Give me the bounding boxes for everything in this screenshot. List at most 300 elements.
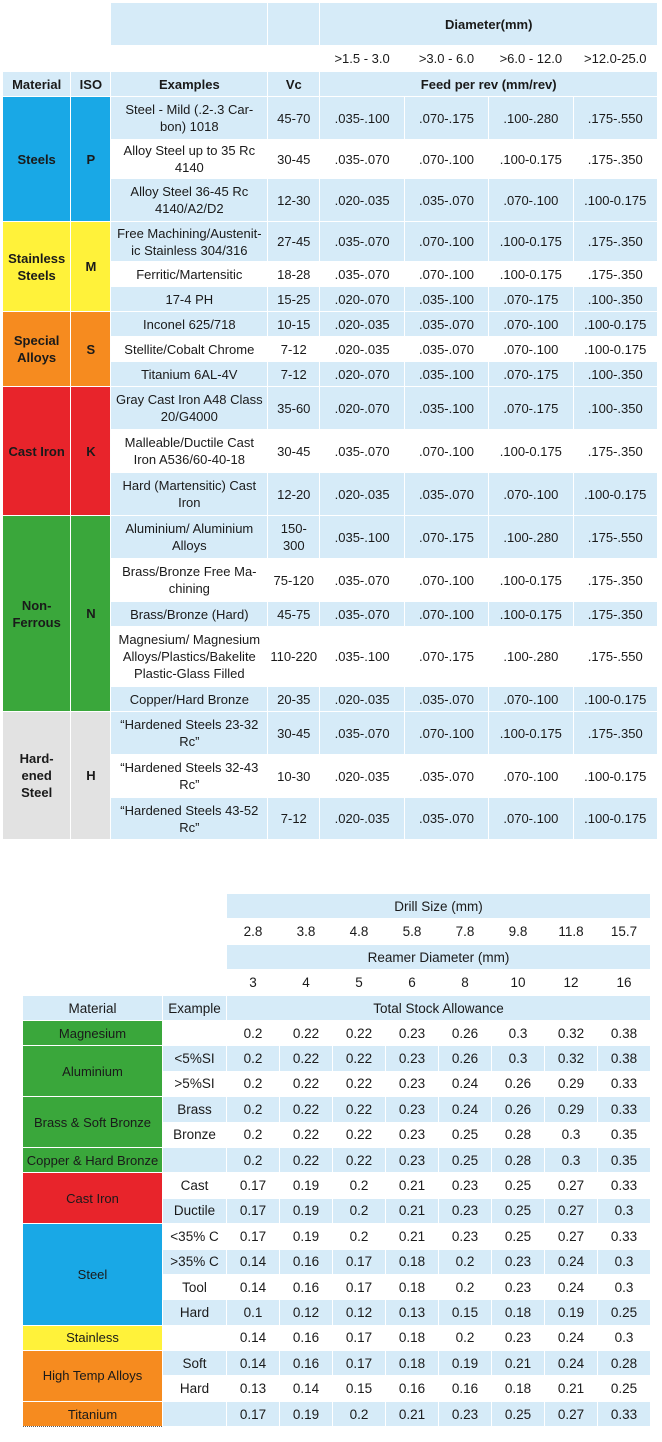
allowance-cell: 0.33: [598, 1401, 651, 1426]
allowance-cell: 0.28: [492, 1147, 545, 1172]
example-cell: Cast: [163, 1173, 227, 1198]
feed-cell: .070-.175: [404, 627, 488, 687]
feed-cell: .035-.070: [404, 312, 488, 337]
allowance-cell: 0.18: [386, 1274, 439, 1299]
range-header: >3.0 - 6.0: [404, 46, 488, 72]
material-cell: Steels: [3, 97, 71, 222]
drill-size-cell: 2.8: [227, 919, 280, 945]
feed-cell: .175-.550: [573, 97, 657, 140]
feed-cell: .100-.280: [489, 627, 573, 687]
allowance-cell: 0.22: [333, 1122, 386, 1147]
feed-cell: .070-.100: [404, 140, 488, 179]
allowance-cell: 0.17: [333, 1351, 386, 1376]
allowance-cell: 0.19: [545, 1300, 598, 1325]
allowance-cell: 0.3: [492, 1046, 545, 1071]
blank-corner: [23, 894, 227, 919]
feed-cell: .100-0.175: [573, 755, 657, 798]
allowance-cell: 0.22: [280, 1147, 333, 1172]
reamer-diameter-cell: 8: [439, 970, 492, 996]
table-row: [23, 1046, 651, 1071]
allowance-cell: 0.25: [492, 1173, 545, 1198]
vc-cell: 20-35: [268, 687, 320, 712]
vc-cell: 12-20: [268, 473, 320, 516]
example-cell: Inconel 625/718: [111, 312, 268, 337]
material-cell: High Temp Alloys: [23, 1351, 163, 1402]
reamer-diameter-cell: 6: [386, 970, 439, 996]
vc-cell: 30-45: [268, 712, 320, 755]
allowance-cell: 0.27: [545, 1224, 598, 1249]
range-header: >12.0-25.0: [573, 46, 657, 72]
example-cell: >35% C: [163, 1249, 227, 1274]
allowance-cell: 0.19: [280, 1198, 333, 1223]
feed-cell: .035-.070: [320, 262, 404, 287]
speeds-feeds-table: [2, 2, 658, 840]
allowance-cell: 0.25: [439, 1147, 492, 1172]
iso-cell: P: [71, 97, 111, 222]
allowance-cell: 0.23: [492, 1325, 545, 1350]
allowance-cell: 0.29: [545, 1097, 598, 1122]
example-cell: Hard (Martensitic) Cast Iron: [111, 473, 268, 516]
allowance-cell: 0.22: [333, 1071, 386, 1096]
examples-header: Examples: [111, 72, 268, 97]
feed-cell: .100-0.175: [489, 430, 573, 473]
feed-cell: .175-.350: [573, 559, 657, 602]
feed-cell: .070-.100: [404, 222, 488, 262]
example-cell: >5%SI: [163, 1071, 227, 1096]
table-row: [23, 1401, 651, 1426]
vc-cell: 45-75: [268, 602, 320, 627]
feed-cell: .100-0.175: [489, 712, 573, 755]
allowance-cell: 0.21: [386, 1173, 439, 1198]
drill-size-cell: 9.8: [492, 919, 545, 945]
allowance-cell: 0.24: [545, 1325, 598, 1350]
vc-cell: 150-300: [268, 516, 320, 559]
vc-cell: 18-28: [268, 262, 320, 287]
feed-cell: .070-.175: [489, 362, 573, 387]
allowance-cell: 0.24: [545, 1249, 598, 1274]
allowance-cell: 0.22: [280, 1071, 333, 1096]
reamer-stock-allowance-table: [22, 893, 651, 1427]
reamer-diameter-cell: 5: [333, 970, 386, 996]
allowance-cell: 0.25: [598, 1300, 651, 1325]
allowance-cell: 0.23: [386, 1021, 439, 1046]
feed-cell: .020-.035: [320, 798, 404, 840]
allowance-cell: 0.23: [386, 1046, 439, 1071]
allowance-cell: 0.12: [280, 1300, 333, 1325]
allowance-cell: 0.16: [386, 1376, 439, 1401]
allowance-cell: 0.27: [545, 1198, 598, 1223]
allowance-cell: 0.17: [333, 1325, 386, 1350]
example-cell: [163, 1401, 227, 1426]
example-cell: Ductile: [163, 1198, 227, 1223]
feed-cell: .100-0.175: [489, 140, 573, 179]
allowance-cell: 0.14: [227, 1274, 280, 1299]
example-cell: <35% C: [163, 1224, 227, 1249]
allowance-cell: 0.26: [439, 1021, 492, 1046]
allowance-cell: 0.32: [545, 1046, 598, 1071]
allowance-cell: 0.23: [439, 1401, 492, 1426]
material-cell: Steel: [23, 1224, 163, 1326]
feed-cell: .035-.100: [320, 627, 404, 687]
feed-cell: .070-.100: [404, 602, 488, 627]
material-cell: Cast Iron: [3, 387, 71, 516]
allowance-cell: 0.21: [386, 1224, 439, 1249]
vc-header: Vc: [268, 72, 320, 97]
allowance-cell: 0.13: [227, 1376, 280, 1401]
feed-cell: .100-0.175: [489, 222, 573, 262]
allowance-cell: 0.2: [439, 1274, 492, 1299]
reamer-diameter-cell: 10: [492, 970, 545, 996]
feed-cell: .035-.070: [320, 712, 404, 755]
table-row: [3, 312, 658, 337]
example-cell: Ferritic/Martensitic: [111, 262, 268, 287]
iso-cell: K: [71, 387, 111, 516]
feed-cell: .020-.070: [320, 287, 404, 312]
table-row: [23, 1097, 651, 1122]
allowance-cell: 0.17: [227, 1173, 280, 1198]
material-cell: Stainless: [23, 1325, 163, 1350]
feed-cell: .100-.280: [489, 97, 573, 140]
allowance-cell: 0.17: [333, 1274, 386, 1299]
allowance-cell: 0.22: [280, 1021, 333, 1046]
example-cell: [163, 1021, 227, 1046]
allowance-cell: 0.38: [598, 1046, 651, 1071]
feed-cell: .070-.175: [489, 287, 573, 312]
feed-cell: .070-.175: [404, 516, 488, 559]
table-row: [3, 712, 658, 755]
feed-cell: .020-.035: [320, 755, 404, 798]
allowance-cell: 0.2: [439, 1249, 492, 1274]
feed-cell: .035-.070: [320, 222, 404, 262]
allowance-cell: 0.32: [545, 1021, 598, 1046]
reamer-diameter-header: Reamer Diameter (mm): [227, 945, 651, 970]
blank-corner: [23, 919, 227, 945]
table-row: [3, 97, 658, 140]
allowance-cell: 0.33: [598, 1173, 651, 1198]
material-cell: Stainless Steels: [3, 222, 71, 312]
feed-cell: .100-0.175: [489, 602, 573, 627]
allowance-cell: 0.16: [439, 1376, 492, 1401]
feed-cell: .070-.100: [489, 687, 573, 712]
feed-cell: .035-.070: [404, 798, 488, 840]
example-cell: <5%SI: [163, 1046, 227, 1071]
allowance-cell: 0.18: [386, 1325, 439, 1350]
allowance-cell: 0.2: [227, 1021, 280, 1046]
example-cell: Alloy Steel 36-45 Rc 4140/A2/D2: [111, 179, 268, 222]
allowance-cell: 0.13: [386, 1300, 439, 1325]
allowance-cell: 0.3: [598, 1198, 651, 1223]
allowance-cell: 0.23: [492, 1249, 545, 1274]
feed-cell: .070-.100: [489, 337, 573, 362]
allowance-cell: 0.28: [598, 1351, 651, 1376]
vc-cell: 30-45: [268, 430, 320, 473]
allowance-cell: 0.23: [439, 1173, 492, 1198]
allowance-cell: 0.2: [227, 1097, 280, 1122]
reamer-diameter-cell: 3: [227, 970, 280, 996]
feed-cell: .035-.070: [320, 430, 404, 473]
iso-cell: N: [71, 516, 111, 712]
allowance-cell: 0.15: [333, 1376, 386, 1401]
iso-header: ISO: [71, 72, 111, 97]
feed-cell: .070-.100: [489, 755, 573, 798]
feed-cell: .070-.100: [489, 312, 573, 337]
vc-cell: 10-15: [268, 312, 320, 337]
allowance-cell: 0.25: [439, 1122, 492, 1147]
feed-cell: .035-.070: [404, 755, 488, 798]
allowance-cell: 0.23: [386, 1147, 439, 1172]
feed-cell: .070-.100: [489, 473, 573, 516]
drill-size-cell: 5.8: [386, 919, 439, 945]
allowance-cell: 0.2: [333, 1198, 386, 1223]
allowance-cell: 0.17: [227, 1198, 280, 1223]
feed-cell: .175-.350: [573, 222, 657, 262]
allowance-cell: 0.21: [386, 1401, 439, 1426]
feed-cell: .175-.350: [573, 140, 657, 179]
vc-cell: 12-30: [268, 179, 320, 222]
allowance-cell: 0.26: [439, 1046, 492, 1071]
allowance-cell: 0.24: [545, 1274, 598, 1299]
iso-cell: S: [71, 312, 111, 387]
feed-cell: .035-.100: [404, 287, 488, 312]
allowance-cell: 0.2: [333, 1224, 386, 1249]
allowance-cell: 0.19: [280, 1224, 333, 1249]
allowance-cell: 0.12: [333, 1300, 386, 1325]
material-header: Material: [3, 72, 71, 97]
allowance-cell: 0.25: [492, 1198, 545, 1223]
example-cell: Steel - Mild (.2-.3 Car-bon) 1018: [111, 97, 268, 140]
feed-cell: .035-.100: [320, 516, 404, 559]
feed-cell: .100-0.175: [573, 179, 657, 222]
example-cell: 17-4 PH: [111, 287, 268, 312]
allowance-cell: 0.3: [598, 1249, 651, 1274]
feed-cell: .070-.100: [404, 559, 488, 602]
feed-cell: .035-.100: [404, 387, 488, 430]
allowance-cell: 0.23: [492, 1274, 545, 1299]
vc-cell: 75-120: [268, 559, 320, 602]
feed-cell: .035-.070: [404, 473, 488, 516]
range-header: >1.5 - 3.0: [320, 46, 404, 72]
feed-cell: .100-.350: [573, 287, 657, 312]
blank-corner: [3, 46, 111, 72]
feed-cell: .100-0.175: [573, 473, 657, 516]
feed-cell: .100-0.175: [489, 559, 573, 602]
allowance-cell: 0.25: [492, 1401, 545, 1426]
allowance-cell: 0.17: [227, 1224, 280, 1249]
feed-cell: .020-.070: [320, 362, 404, 387]
material-cell: Hard-ened Steel: [3, 712, 71, 840]
allowance-cell: 0.19: [439, 1351, 492, 1376]
allowance-cell: 0.25: [492, 1224, 545, 1249]
table-row: [3, 222, 658, 262]
example-cell: Stellite/Cobalt Chrome: [111, 337, 268, 362]
example-cell: [163, 1147, 227, 1172]
allowance-cell: 0.22: [333, 1097, 386, 1122]
drill-size-cell: 15.7: [598, 919, 651, 945]
vc-cell: 7-12: [268, 798, 320, 840]
allowance-cell: 0.2: [227, 1046, 280, 1071]
allowance-cell: 0.25: [598, 1376, 651, 1401]
material-cell: Copper & Hard Bronze: [23, 1147, 163, 1172]
material-cell: Aluminium: [23, 1046, 163, 1097]
allowance-cell: 0.28: [492, 1122, 545, 1147]
allowance-cell: 0.23: [386, 1122, 439, 1147]
material-cell: Magnesium: [23, 1021, 163, 1046]
allowance-cell: 0.29: [545, 1071, 598, 1096]
feed-cell: .035-.070: [320, 559, 404, 602]
example-cell: Copper/Hard Bronze: [111, 687, 268, 712]
example-cell: Brass: [163, 1097, 227, 1122]
reamer-diameter-cell: 12: [545, 970, 598, 996]
allowance-cell: 0.3: [598, 1325, 651, 1350]
blank-header-cell: [268, 3, 320, 46]
allowance-cell: 0.3: [545, 1122, 598, 1147]
allowance-cell: 0.17: [333, 1249, 386, 1274]
material-cell: Special Alloys: [3, 312, 71, 387]
feed-cell: .070-.175: [404, 97, 488, 140]
feed-cell: .100-0.175: [573, 798, 657, 840]
example-cell: Hard: [163, 1300, 227, 1325]
feed-cell: .070-.100: [489, 798, 573, 840]
example-cell: “Hardened Steels 23-32 Rc”: [111, 712, 268, 755]
allowance-cell: 0.3: [492, 1021, 545, 1046]
allowance-cell: 0.3: [598, 1274, 651, 1299]
table-row: [23, 1224, 651, 1249]
table-row: [23, 1325, 651, 1350]
blank-corner: [23, 945, 227, 970]
vc-cell: 7-12: [268, 337, 320, 362]
feed-cell: .020-.035: [320, 473, 404, 516]
blank-cell: [268, 46, 320, 72]
feed-cell: .020-.035: [320, 337, 404, 362]
table-row: [23, 1351, 651, 1376]
allowance-cell: 0.18: [386, 1249, 439, 1274]
feed-cell: .070-.100: [489, 179, 573, 222]
feed-cell: .175-.550: [573, 627, 657, 687]
table-row: [23, 1147, 651, 1172]
vc-cell: 15-25: [268, 287, 320, 312]
allowance-cell: 0.16: [280, 1325, 333, 1350]
allowance-cell: 0.2: [333, 1401, 386, 1426]
allowance-cell: 0.27: [545, 1401, 598, 1426]
allowance-cell: 0.33: [598, 1097, 651, 1122]
table-row: [3, 516, 658, 559]
feed-cell: .020-.070: [320, 387, 404, 430]
allowance-cell: 0.22: [280, 1097, 333, 1122]
allowance-cell: 0.3: [545, 1147, 598, 1172]
material-cell: Non-Ferrous: [3, 516, 71, 712]
feed-cell: .070-.100: [404, 712, 488, 755]
allowance-cell: 0.16: [280, 1249, 333, 1274]
allowance-cell: 0.24: [545, 1351, 598, 1376]
feed-cell: .035-.070: [404, 179, 488, 222]
feed-cell: .175-.550: [573, 516, 657, 559]
example-cell: Alloy Steel up to 35 Rc 4140: [111, 140, 268, 179]
feed-cell: .020-.035: [320, 687, 404, 712]
allowance-cell: 0.21: [492, 1351, 545, 1376]
feed-cell: .175-.350: [573, 262, 657, 287]
blank-corner: [23, 970, 227, 996]
vc-cell: 45-70: [268, 97, 320, 140]
diameter-header: Diameter(mm): [320, 3, 658, 46]
drill-size-cell: 3.8: [280, 919, 333, 945]
allowance-cell: 0.22: [333, 1046, 386, 1071]
feed-cell: .020-.035: [320, 312, 404, 337]
feed-cell: .035-.100: [404, 362, 488, 387]
feed-header: Feed per rev (mm/rev): [320, 72, 658, 97]
example-cell: Free Machining/Austenit-ic Stainless 304/316: [111, 222, 268, 262]
feed-cell: .100-.280: [489, 516, 573, 559]
feed-cell: .070-.175: [489, 387, 573, 430]
allowance-cell: 0.26: [492, 1071, 545, 1096]
allowance-cell: 0.2: [227, 1122, 280, 1147]
allowance-cell: 0.2: [227, 1071, 280, 1096]
allowance-cell: 0.23: [439, 1224, 492, 1249]
allowance-cell: 0.38: [598, 1021, 651, 1046]
drill-size-cell: 11.8: [545, 919, 598, 945]
feed-cell: .100-.350: [573, 362, 657, 387]
allowance-cell: 0.33: [598, 1224, 651, 1249]
feed-cell: .070-.100: [404, 262, 488, 287]
allowance-cell: 0.16: [280, 1351, 333, 1376]
blank-header-cell: [111, 3, 268, 46]
allowance-cell: 0.19: [280, 1401, 333, 1426]
example-cell: Bronze: [163, 1122, 227, 1147]
example-cell: Gray Cast Iron A48 Class 20/G4000: [111, 387, 268, 430]
feed-cell: .100-0.175: [573, 337, 657, 362]
reamer-diameter-cell: 4: [280, 970, 333, 996]
vc-cell: 27-45: [268, 222, 320, 262]
example-cell: Soft: [163, 1351, 227, 1376]
vc-cell: 35-60: [268, 387, 320, 430]
reamer-diameter-cell: 16: [598, 970, 651, 996]
allowance-cell: 0.2: [439, 1325, 492, 1350]
allowance-cell: 0.14: [227, 1351, 280, 1376]
allowance-cell: 0.18: [492, 1376, 545, 1401]
range-header: >6.0 - 12.0: [489, 46, 573, 72]
feed-cell: .020-.035: [320, 179, 404, 222]
feed-cell: .035-.070: [320, 140, 404, 179]
allowance-cell: 0.14: [227, 1325, 280, 1350]
allowance-cell: 0.14: [227, 1249, 280, 1274]
allowance-cell: 0.18: [492, 1300, 545, 1325]
feed-cell: .035-.070: [404, 337, 488, 362]
allowance-cell: 0.22: [333, 1021, 386, 1046]
iso-cell: H: [71, 712, 111, 840]
example-cell: “Hardened Steels 43-52 Rc”: [111, 798, 268, 840]
allowance-cell: 0.2: [333, 1173, 386, 1198]
feed-cell: .175-.350: [573, 430, 657, 473]
allowance-cell: 0.22: [280, 1122, 333, 1147]
drill-size-cell: 4.8: [333, 919, 386, 945]
example-header: Example: [163, 996, 227, 1021]
allowance-cell: 0.18: [386, 1351, 439, 1376]
allowance-cell: 0.19: [280, 1173, 333, 1198]
example-cell: [163, 1325, 227, 1350]
allowance-cell: 0.15: [439, 1300, 492, 1325]
vc-cell: 110-220: [268, 627, 320, 687]
example-cell: Hard: [163, 1376, 227, 1401]
allowance-cell: 0.22: [280, 1046, 333, 1071]
example-cell: Magnesium/ Magnesium Alloys/Plastics/Bakelite Plastic-Glass Filled: [111, 627, 268, 687]
example-cell: Malleable/Ductile Cast Iron A536/60-40-18: [111, 430, 268, 473]
example-cell: Brass/Bronze (Hard): [111, 602, 268, 627]
allowance-cell: 0.23: [386, 1071, 439, 1096]
allowance-cell: 0.24: [439, 1071, 492, 1096]
allowance-cell: 0.1: [227, 1300, 280, 1325]
feed-cell: .175-.350: [573, 602, 657, 627]
example-cell: Tool: [163, 1274, 227, 1299]
feed-cell: .035-.070: [404, 687, 488, 712]
